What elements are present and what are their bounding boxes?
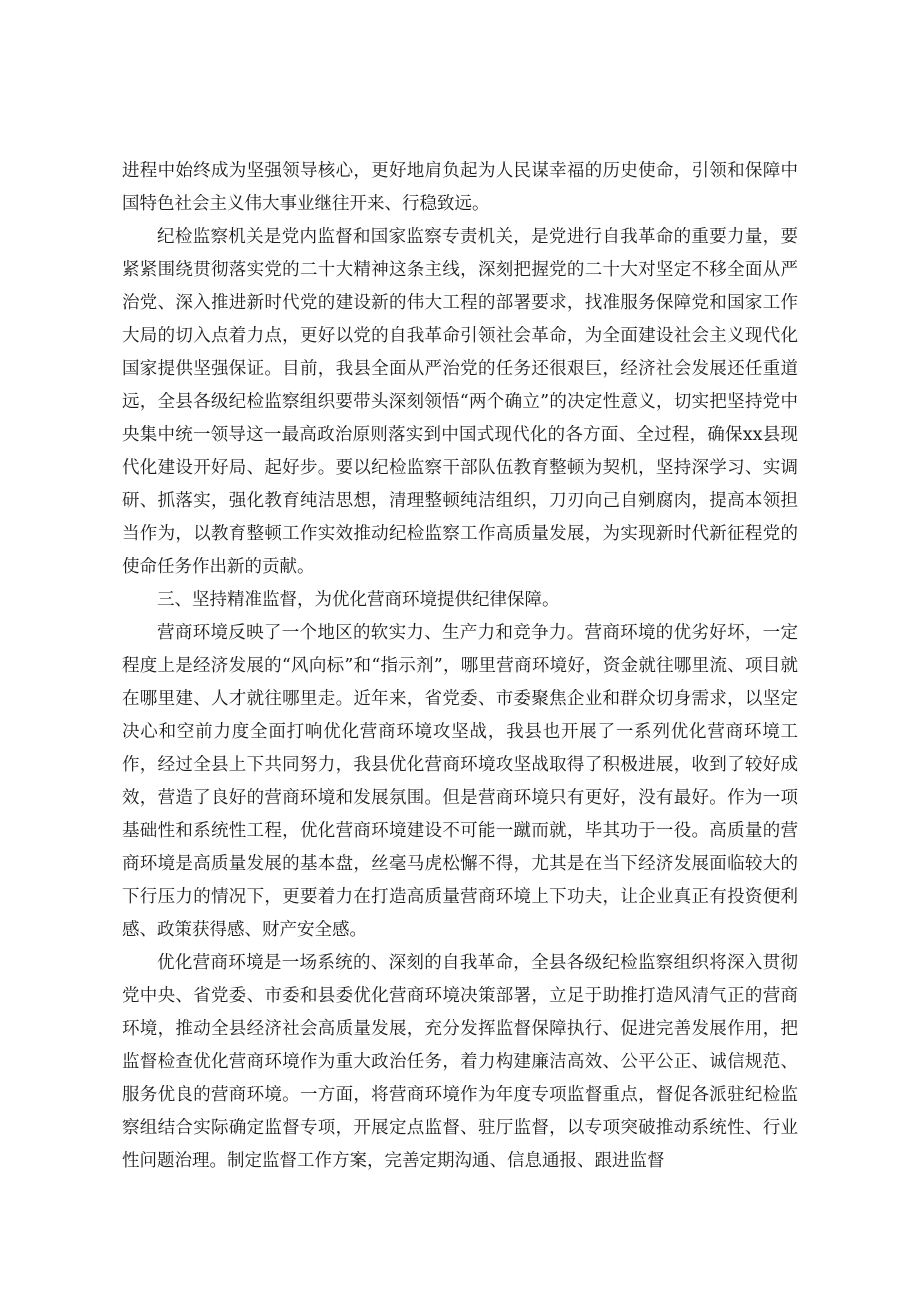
paragraph-business-environment: 营商环境反映了一个地区的软实力、生产力和竞争力。营商环境的优劣好坏，一定程度上是经济发展的“风向标”和“指示剂”，哪里营商环境好，资金就往哪里流、项目就在哪里建、人才就往哪里走。近年来，省党委、市委聚焦企业和群众切身需求，以坚定决心和空前力度全面打响优化营商环境攻坚战，我县也开展了一系列优化营商环境工作，经过全县上下共同努力，我县优化营商环境攻坚战取得了积极进展，收到了较好成效，营造了良好的营商环境和发展氛围。但是营商环境只有更好，没有最好。作为一项基础性和系统性工程，优化营商环境建设不可能一蹴而就，毕其功于一役。高质量的营商环境是高质量发展的基本盘，丝毫马虎松懈不得，尤其是在当下经济发展面临较大的下行压力的情况下，更要着力在打造高质量营商环境上下功夫，让企业真正有投资便利感、政策获得感、财产安全感。 bbox=[122, 623, 798, 940]
paragraph-optimization-revolution: 优化营商环境是一场系统的、深刻的自我革命，全县各级纪检监察组织将深入贯彻党中央、省党委、市委和县委优化营商环境决策部署，立足于助推打造风清气正的营商环境，推动全县经济社会高质量发展，充分发挥监督保障执行、促进完善发展作用，把监督检查优化营商环境作为重大政治任务，着力构建廉洁高效、公平公正、诚信规范、服务优良的营商环境。一方面，将营商环境作为年度专项监督重点，督促各派驻纪检监察组结合实际确定监督专项，开展定点监督、驻厅监督，以专项突破推动系统性、行业性问题治理。制定监督工作方案，完善定期沟通、信息通报、跟进监督 bbox=[122, 953, 798, 1171]
paragraph-supervision-organs: 纪检监察机关是党内监督和国家监察专责机关，是党进行自我革命的重要力量，要紧紧围绕贯彻落实党的二十大精神这条主线，深刻把握党的二十大对坚定不移全面从严治党、深入推进新时代党的建设新的伟大工程的部署要求，找准服务保障党和国家工作大局的切入点着力点，更好以党的自我革命引领社会革命，为全面建设社会主义现代化国家提供坚强保证。目前，我县全面从严治党的任务还很艰巨，经济社会发展还任重道远，全县各级纪检监察组织要带头深刻领悟“两个确立”的决定性意义，切实把坚持党中央集中统一领导这一最高政治原则落实到中国式现代化的各方面、全过程，确保xx县现代化建设开好局、起好步。要以纪检监察干部队伍教育整顿为契机，坚持深学习、实调研、抓落实，强化教育纯洁思想，清理整顿纯洁组织，刀刃向己自剜腐肉，提高本领担当作为，以教育整顿工作实效推动纪检监察工作高质量发展，为实现新时代新征程党的使命任务作出新的贡献。 bbox=[122, 227, 798, 577]
paragraph-continuation: 进程中始终成为坚强领导核心，更好地肩负起为人民谋幸福的历史使命，引领和保障中国特色社会主义伟大事业继往开来、行稳致远。 bbox=[122, 161, 798, 214]
section-heading-three: 三、坚持精准监督，为优化营商环境提供纪律保障。 bbox=[157, 590, 560, 610]
document-body bbox=[122, 155, 798, 1178]
